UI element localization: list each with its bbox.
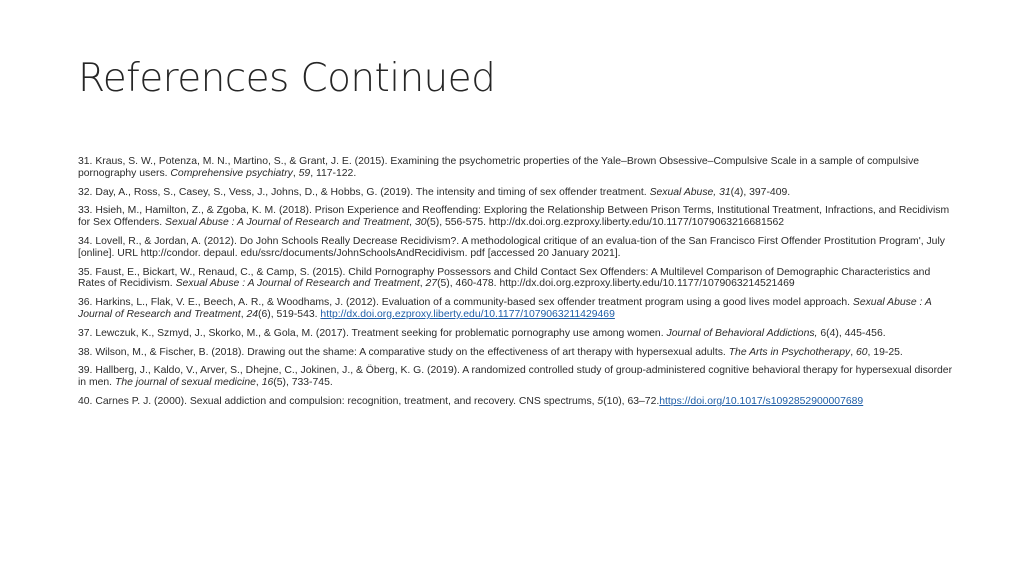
reference-item xyxy=(78,156,958,180)
journal-name: Sexual Abuse : A Journal of Research and Treatment xyxy=(175,278,420,290)
journal-name: Sexual Abuse : A Journal of Research and Treatment xyxy=(165,217,410,229)
reference-text: 37. Lewczuk, K., Szmyd, J., Skorko, M., & Gola, M. (2017). Treatment seeking for problematic pornography use among women. xyxy=(78,327,667,339)
volume-number: 59 xyxy=(298,167,311,179)
reference-item xyxy=(78,236,958,260)
volume-number: 16 xyxy=(261,377,274,389)
reference-separator: , xyxy=(292,167,299,179)
reference-text: 33. Hsieh, M., Hamilton, Z., & Zgoba, K. M. (2018). Prison Experience and Reoffending: Exploring the Relationship Between Prison Terms, Institutional Treatment, Infractions, and Recidivism for Sex Offenders. xyxy=(78,205,950,229)
reference-item xyxy=(78,365,958,389)
reference-item xyxy=(78,187,958,199)
reference-pages: , 19-25. xyxy=(867,346,903,358)
reference-item xyxy=(78,267,958,291)
volume-number: 24 xyxy=(246,308,259,320)
reference-separator: , xyxy=(409,217,415,229)
reference-text: 36. Harkins, L., Flak, V. E., Beech, A. R., & Woodhams, J. (2012). Evaluation of a community-based sex offender treatment program using a good lives model approach. xyxy=(78,297,853,309)
journal-name: The Arts in Psychotherapy xyxy=(728,346,851,358)
journal-name: Journal of Behavioral Addictions, xyxy=(666,327,818,339)
slide-title: References Continued xyxy=(78,56,496,101)
journal-name: The journal of sexual medicine xyxy=(114,377,256,389)
reference-separator: , xyxy=(419,278,426,290)
reference-text: 39. Hallberg, J., Kaldo, V., Arver, S., Dhejne, C., Jokinen, J., & Öberg, K. G. (2019). A randomized controlled study of group-administered cognitive behavioral therapy for hypersexual disorder in men. xyxy=(78,365,953,389)
reference-text: 34. Lovell, R., & Jordan, A. (2012). Do John Schools Really Decrease Recidivism?. A methodological critique of an evalua-tion of the San Francisco First Offender Prostitution Program', July [online]. URL http://condor. depaul. edu/ssrc/documents/JohnSchoolsAndRecidivism. pdf [accessed 20 January 2021]. xyxy=(78,235,945,259)
volume-number: 5 xyxy=(597,395,604,407)
reference-text: 40. Carnes P. J. (2000). Sexual addiction and compulsion: recognition, treatment, and recovery. CNS spectrums, xyxy=(78,395,598,407)
reference-pages: , 117-122. xyxy=(310,167,357,179)
reference-pages: (6), 519-543. xyxy=(258,308,321,320)
reference-text: 35. Faust, E., Bickart, W., Renaud, C., & Camp, S. (2015). Child Pornography Possessors and Child Contact Sex Offenders: A Multilevel Comparison of Demographic Characteristics and Rates of Recidivism. xyxy=(78,266,931,290)
doi-link[interactable]: http://dx.doi.org.ezproxy.liberty.edu/10.1177/1079063211429469 xyxy=(320,308,615,320)
journal-name: Comprehensive psychiatry xyxy=(170,167,293,179)
reference-item xyxy=(78,328,958,340)
reference-text: 31. Kraus, S. W., Potenza, M. N., Martino, S., & Grant, J. E. (2015). Examining the psychometric properties of the Yale–Brown Obsessive–Compulsive Scale in a sample of compulsive pornography users. xyxy=(78,156,920,179)
reference-separator: , xyxy=(255,377,262,389)
reference-pages: (5), 733-745. xyxy=(273,377,333,389)
volume-number: 31 xyxy=(719,186,731,198)
reference-text: 38. Wilson, M., & Fischer, B. (2018). Drawing out the shame: A comparative study on the effectiveness of art therapy with hypersexual adults. xyxy=(78,346,729,358)
reference-item xyxy=(78,396,958,408)
reference-separator: , xyxy=(240,308,247,320)
journal-name: Sexual Abuse : A Journal of Research and Treatment xyxy=(78,297,932,320)
doi-link[interactable]: https://doi.org/10.1017/s1092852900007689 xyxy=(659,395,864,407)
reference-text: 32. Day, A., Ross, S., Casey, S., Vess, J., Johns, D., & Hobbs, G. (2019). The intensity and timing of sex offender treatment. xyxy=(78,186,650,198)
reference-list xyxy=(78,156,958,415)
reference-item xyxy=(78,205,958,229)
reference-item xyxy=(78,297,958,321)
volume-number: 30 xyxy=(414,217,427,229)
reference-pages: (5), 556-575. http://dx.doi.org.ezproxy.liberty.edu/10.1177/1079063216681562 xyxy=(426,217,785,229)
reference-pages: (5), 460-478. http://dx.doi.org.ezproxy.liberty.edu/10.1177/1079063214521469 xyxy=(437,278,795,290)
reference-pages: (4), 397-409. xyxy=(730,186,791,198)
journal-name: Sexual Abuse, xyxy=(649,186,717,198)
reference-pages: (10), 63–72. xyxy=(603,395,660,407)
reference-pages: 6(4), 445-456. xyxy=(820,327,886,339)
volume-number: 27 xyxy=(425,278,438,290)
reference-item xyxy=(78,347,958,359)
volume-number: 60 xyxy=(855,346,868,358)
reference-separator: , xyxy=(850,346,856,358)
